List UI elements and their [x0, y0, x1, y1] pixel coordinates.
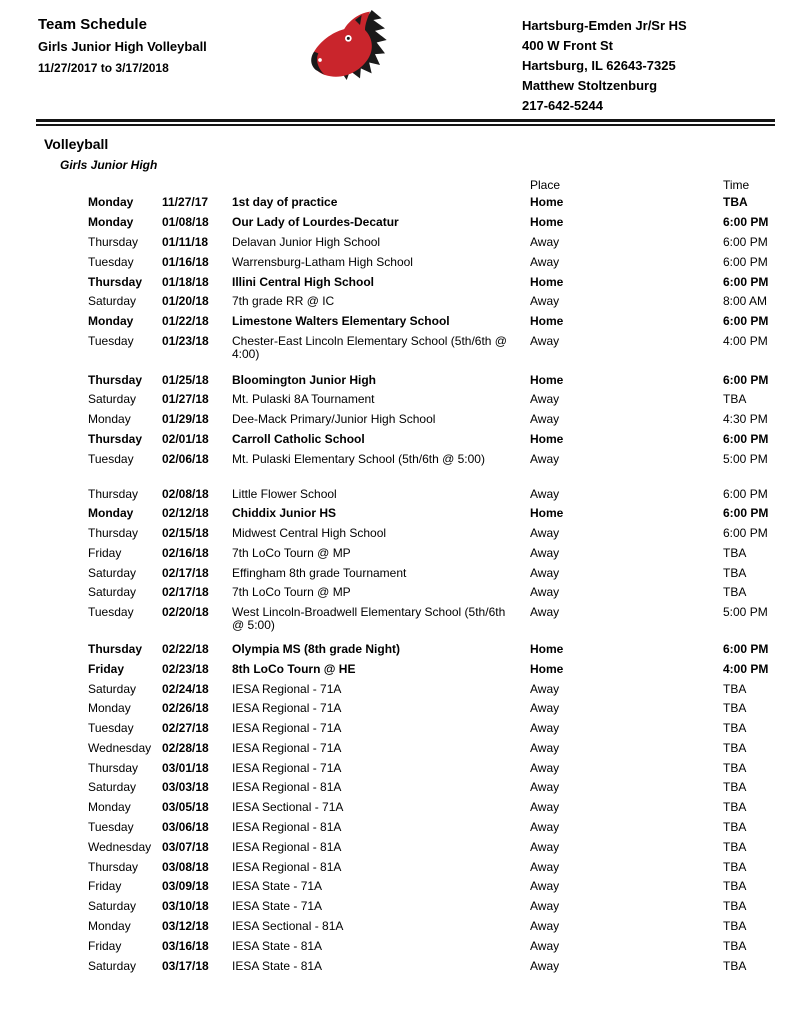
cell-date: 03/03/18 [162, 780, 209, 795]
cell-place: Away [530, 899, 560, 914]
cell-opponent: Delavan Junior High School [232, 234, 381, 249]
column-header-day-spacer [88, 179, 162, 192]
schedule-row [88, 659, 788, 679]
cell-time: 5:00 PM [723, 451, 768, 466]
cell-time: 6:00 PM [723, 314, 769, 329]
cell-opponent: IESA State - 81A [232, 938, 323, 953]
cell-place: Home [530, 431, 564, 446]
cell-date: 03/01/18 [162, 760, 209, 775]
cell-time: 6:00 PM [723, 372, 769, 387]
cell-opponent: IESA Regional - 81A [232, 820, 342, 835]
schedule-row [88, 312, 788, 332]
cell-time: 4:30 PM [723, 412, 768, 427]
cell-place: Home [530, 506, 564, 521]
cell-place: Home [530, 195, 564, 210]
cell-date: 03/05/18 [162, 800, 209, 815]
cell-time: TBA [723, 938, 747, 953]
cell-opponent: 7th LoCo Tourn @ MP [232, 585, 351, 600]
cell-day: Thursday [88, 642, 143, 657]
cell-day: Friday [88, 938, 122, 953]
schedule-row [88, 449, 788, 469]
cell-day: Thursday [88, 234, 139, 249]
cell-place: Away [530, 879, 560, 894]
cell-opponent: Little Flower School [232, 486, 337, 501]
school-address: 400 W Front St [522, 38, 614, 53]
table-column-headers [88, 178, 788, 193]
cell-place: Home [530, 274, 564, 289]
cell-opponent: IESA Regional - 71A [232, 760, 342, 775]
cell-day: Thursday [88, 372, 143, 387]
cell-day: Friday [88, 661, 125, 676]
cell-place: Away [530, 605, 560, 620]
cell-opponent: Limestone Walters Elementary School [232, 314, 450, 329]
cell-opponent: Chester-East Lincoln Elementary School (5th/6th @ 4:00) [232, 333, 507, 361]
cell-time: 6:00 PM [723, 431, 769, 446]
cell-time: 4:00 PM [723, 661, 769, 676]
cell-time: TBA [723, 545, 747, 560]
schedule-row [88, 272, 788, 292]
cell-place: Away [530, 740, 560, 755]
cell-place: Away [530, 780, 560, 795]
cell-date: 02/27/18 [162, 721, 209, 736]
cell-place: Away [530, 412, 560, 427]
schedule-row [88, 484, 788, 504]
cell-date: 01/11/18 [162, 234, 209, 249]
cell-day: Saturday [88, 585, 137, 600]
cell-place: Away [530, 234, 560, 249]
schedule-row [88, 292, 788, 312]
cell-day: Saturday [88, 899, 137, 914]
school-city: Hartsburg, IL 62643-7325 [522, 58, 676, 73]
sport-heading: Volleyball [44, 136, 109, 152]
cell-time: 5:00 PM [723, 605, 768, 620]
cell-time: TBA [723, 780, 747, 795]
cell-day: Monday [88, 918, 131, 933]
cell-date: 03/12/18 [162, 918, 209, 933]
cell-date: 02/15/18 [162, 526, 209, 541]
cell-place: Away [530, 958, 560, 973]
cell-time: TBA [723, 899, 747, 914]
schedule-row [88, 857, 788, 877]
cell-date: 02/26/18 [162, 701, 209, 716]
cell-time: TBA [723, 820, 747, 835]
schedule-row [88, 603, 788, 636]
header-right [522, 16, 687, 116]
schedule-row [88, 213, 788, 233]
cell-date: 01/29/18 [162, 412, 209, 427]
cell-opponent: IESA Sectional - 81A [232, 918, 344, 933]
cell-day: Wednesday [88, 839, 152, 854]
schedule-row [88, 936, 788, 956]
cell-opponent: IESA Regional - 81A [232, 839, 342, 854]
cell-date: 02/17/18 [162, 585, 209, 600]
cell-date: 01/08/18 [162, 215, 209, 230]
column-header-opponent-spacer [232, 179, 530, 192]
schedule-row [88, 410, 788, 430]
cell-time: 4:00 PM [723, 333, 768, 348]
cell-time: TBA [723, 681, 747, 696]
cell-day: Saturday [88, 565, 137, 580]
contact-phone: 217-642-5244 [522, 98, 603, 113]
cell-day: Tuesday [88, 605, 134, 620]
team-name: Girls Junior High Volleyball [38, 39, 207, 54]
cell-time: TBA [723, 195, 748, 210]
cell-opponent: IESA Regional - 71A [232, 740, 342, 755]
cell-day: Tuesday [88, 333, 134, 348]
cell-day: Thursday [88, 859, 139, 874]
cell-place: Away [530, 294, 560, 309]
cell-place: Home [530, 372, 564, 387]
school-name: Hartsburg-Emden Jr/Sr HS [522, 18, 687, 33]
cell-opponent: Mt. Pulaski Elementary School (5th/6th @ 5:00) [232, 451, 485, 466]
schedule-row [88, 758, 788, 778]
cell-place: Away [530, 545, 560, 560]
cell-time: TBA [723, 701, 747, 716]
cell-date: 02/16/18 [162, 545, 209, 560]
cell-place: Away [530, 800, 560, 815]
cell-day: Monday [88, 215, 134, 230]
schedule-row [88, 679, 788, 699]
cell-date: 02/22/18 [162, 642, 209, 657]
cell-place: Home [530, 642, 564, 657]
cell-date: 02/24/18 [162, 681, 209, 696]
schedule-row [88, 544, 788, 564]
column-header-date-spacer [162, 179, 232, 192]
cell-date: 11/27/17 [162, 195, 209, 210]
cell-date: 01/18/18 [162, 274, 209, 289]
cell-time: 6:00 PM [723, 254, 768, 269]
cell-opponent: 7th LoCo Tourn @ MP [232, 545, 351, 560]
cell-day: Monday [88, 800, 131, 815]
schedule-row [88, 719, 788, 739]
cell-time: TBA [723, 918, 747, 933]
cell-time: TBA [723, 760, 747, 775]
double-rule-divider [36, 119, 775, 126]
cell-place: Away [530, 859, 560, 874]
schedule-row [88, 524, 788, 544]
cell-date: 03/08/18 [162, 859, 209, 874]
cell-opponent: Dee-Mack Primary/Junior High School [232, 412, 436, 427]
cell-place: Home [530, 314, 564, 329]
cell-date: 01/22/18 [162, 314, 209, 329]
cell-place: Away [530, 721, 560, 736]
schedule-row [88, 331, 788, 364]
cell-place: Home [530, 661, 564, 676]
cell-date: 01/27/18 [162, 392, 209, 407]
cell-opponent: 1st day of practice [232, 195, 338, 210]
cell-day: Tuesday [88, 451, 134, 466]
cell-day: Tuesday [88, 721, 134, 736]
stag-mascot-logo-icon [300, 8, 400, 92]
cell-date: 02/01/18 [162, 431, 209, 446]
cell-time: 6:00 PM [723, 506, 769, 521]
cell-day: Thursday [88, 486, 139, 501]
schedule-row [88, 837, 788, 857]
cell-date: 03/10/18 [162, 899, 209, 914]
schedule-row [88, 956, 788, 976]
cell-date: 03/16/18 [162, 938, 209, 953]
cell-place: Away [530, 585, 560, 600]
cell-date: 03/07/18 [162, 839, 209, 854]
cell-day: Monday [88, 506, 134, 521]
cell-day: Thursday [88, 526, 139, 541]
season-date-range: 11/27/2017 to 3/17/2018 [38, 61, 169, 75]
cell-date: 02/06/18 [162, 451, 209, 466]
cell-day: Monday [88, 701, 131, 716]
schedule-row [88, 917, 788, 937]
schedule-row [88, 193, 788, 213]
cell-date: 02/08/18 [162, 486, 209, 501]
cell-place: Away [530, 451, 560, 466]
cell-date: 02/20/18 [162, 605, 209, 620]
header-left [38, 16, 207, 75]
cell-opponent: 8th LoCo Tourn @ HE [232, 661, 356, 676]
contact-name: Matthew Stoltzenburg [522, 78, 658, 93]
cell-time: 6:00 PM [723, 642, 769, 657]
schedule-row [88, 252, 788, 272]
schedule-row [88, 370, 788, 390]
cell-place: Away [530, 918, 560, 933]
cell-day: Thursday [88, 760, 139, 775]
cell-date: 03/17/18 [162, 958, 209, 973]
cell-time: 6:00 PM [723, 486, 768, 501]
cell-time: TBA [723, 740, 747, 755]
schedule-rows [88, 193, 788, 976]
cell-opponent: Illini Central High School [232, 274, 375, 289]
cell-place: Home [530, 215, 564, 230]
cell-opponent: Carroll Catholic School [232, 431, 365, 446]
cell-opponent: IESA State - 81A [232, 958, 323, 973]
cell-time: TBA [723, 800, 747, 815]
cell-opponent: Effingham 8th grade Tournament [232, 565, 407, 580]
cell-place: Away [530, 938, 560, 953]
cell-day: Wednesday [88, 740, 152, 755]
schedule-table [88, 178, 788, 976]
schedule-row [88, 699, 788, 719]
cell-opponent: IESA Regional - 71A [232, 721, 342, 736]
cell-day: Monday [88, 195, 134, 210]
cell-day: Thursday [88, 274, 143, 289]
cell-date: 02/17/18 [162, 565, 209, 580]
schedule-row [88, 798, 788, 818]
cell-day: Tuesday [88, 820, 134, 835]
cell-day: Monday [88, 412, 131, 427]
cell-day: Saturday [88, 681, 137, 696]
cell-day: Saturday [88, 392, 137, 407]
cell-time: 6:00 PM [723, 234, 768, 249]
cell-opponent: IESA Regional - 81A [232, 859, 342, 874]
team-subheading: Girls Junior High [60, 158, 158, 172]
cell-time: TBA [723, 392, 747, 407]
cell-place: Away [530, 486, 560, 501]
schedule-row [88, 778, 788, 798]
cell-day: Friday [88, 545, 122, 560]
cell-date: 03/06/18 [162, 820, 209, 835]
cell-place: Away [530, 820, 560, 835]
cell-opponent: Our Lady of Lourdes-Decatur [232, 215, 399, 230]
column-header-place: Place [530, 178, 561, 192]
cell-opponent: IESA Regional - 71A [232, 701, 342, 716]
cell-day: Saturday [88, 958, 137, 973]
schedule-row [88, 233, 788, 253]
schedule-row [88, 563, 788, 583]
cell-place: Away [530, 681, 560, 696]
cell-time: 6:00 PM [723, 274, 769, 289]
cell-place: Away [530, 839, 560, 854]
cell-place: Away [530, 333, 560, 348]
cell-day: Thursday [88, 431, 143, 446]
cell-date: 02/23/18 [162, 661, 209, 676]
cell-opponent: IESA Sectional - 71A [232, 800, 344, 815]
cell-opponent: IESA State - 71A [232, 899, 323, 914]
document-title: Team Schedule [38, 16, 147, 33]
schedule-row [88, 583, 788, 603]
cell-opponent: Midwest Central High School [232, 526, 387, 541]
cell-date: 01/16/18 [162, 254, 209, 269]
cell-date: 02/28/18 [162, 740, 209, 755]
schedule-row [88, 818, 788, 838]
cell-opponent: Bloomington Junior High [232, 372, 376, 387]
cell-date: 03/09/18 [162, 879, 209, 894]
cell-place: Away [530, 701, 560, 716]
cell-time: TBA [723, 879, 747, 894]
cell-date: 01/25/18 [162, 372, 209, 387]
cell-time: TBA [723, 839, 747, 854]
schedule-row [88, 739, 788, 759]
cell-day: Saturday [88, 294, 137, 309]
cell-opponent: 7th grade RR @ IC [232, 294, 335, 309]
schedule-row [88, 504, 788, 524]
cell-time: TBA [723, 565, 747, 580]
cell-opponent: IESA State - 71A [232, 879, 323, 894]
cell-date: 01/23/18 [162, 333, 209, 348]
cell-time: 6:00 PM [723, 526, 768, 541]
schedule-row [88, 877, 788, 897]
cell-place: Away [530, 760, 560, 775]
cell-place: Away [530, 526, 560, 541]
schedule-row [88, 430, 788, 450]
schedule-row [88, 897, 788, 917]
cell-opponent: Chiddix Junior HS [232, 506, 337, 521]
cell-time: 8:00 AM [723, 294, 768, 309]
cell-time: 6:00 PM [723, 215, 769, 230]
schedule-row [88, 640, 788, 660]
cell-time: TBA [723, 585, 747, 600]
cell-opponent: Mt. Pulaski 8A Tournament [232, 392, 375, 407]
cell-day: Friday [88, 879, 122, 894]
cell-opponent: IESA Regional - 81A [232, 780, 342, 795]
cell-day: Tuesday [88, 254, 134, 269]
column-header-time: Time [723, 178, 750, 192]
cell-time: TBA [723, 958, 747, 973]
cell-opponent: West Lincoln-Broadwell Elementary School (5th/6th @ 5:00) [232, 605, 506, 633]
cell-opponent: Warrensburg-Latham High School [232, 254, 413, 269]
cell-date: 01/20/18 [162, 294, 209, 309]
cell-place: Away [530, 392, 560, 407]
cell-time: TBA [723, 721, 747, 736]
cell-day: Monday [88, 314, 134, 329]
cell-date: 02/12/18 [162, 506, 209, 521]
cell-opponent: IESA Regional - 71A [232, 681, 342, 696]
cell-opponent: Olympia MS (8th grade Night) [232, 642, 401, 657]
cell-place: Away [530, 254, 560, 269]
cell-day: Saturday [88, 780, 137, 795]
schedule-row [88, 390, 788, 410]
cell-time: TBA [723, 859, 747, 874]
cell-place: Away [530, 565, 560, 580]
